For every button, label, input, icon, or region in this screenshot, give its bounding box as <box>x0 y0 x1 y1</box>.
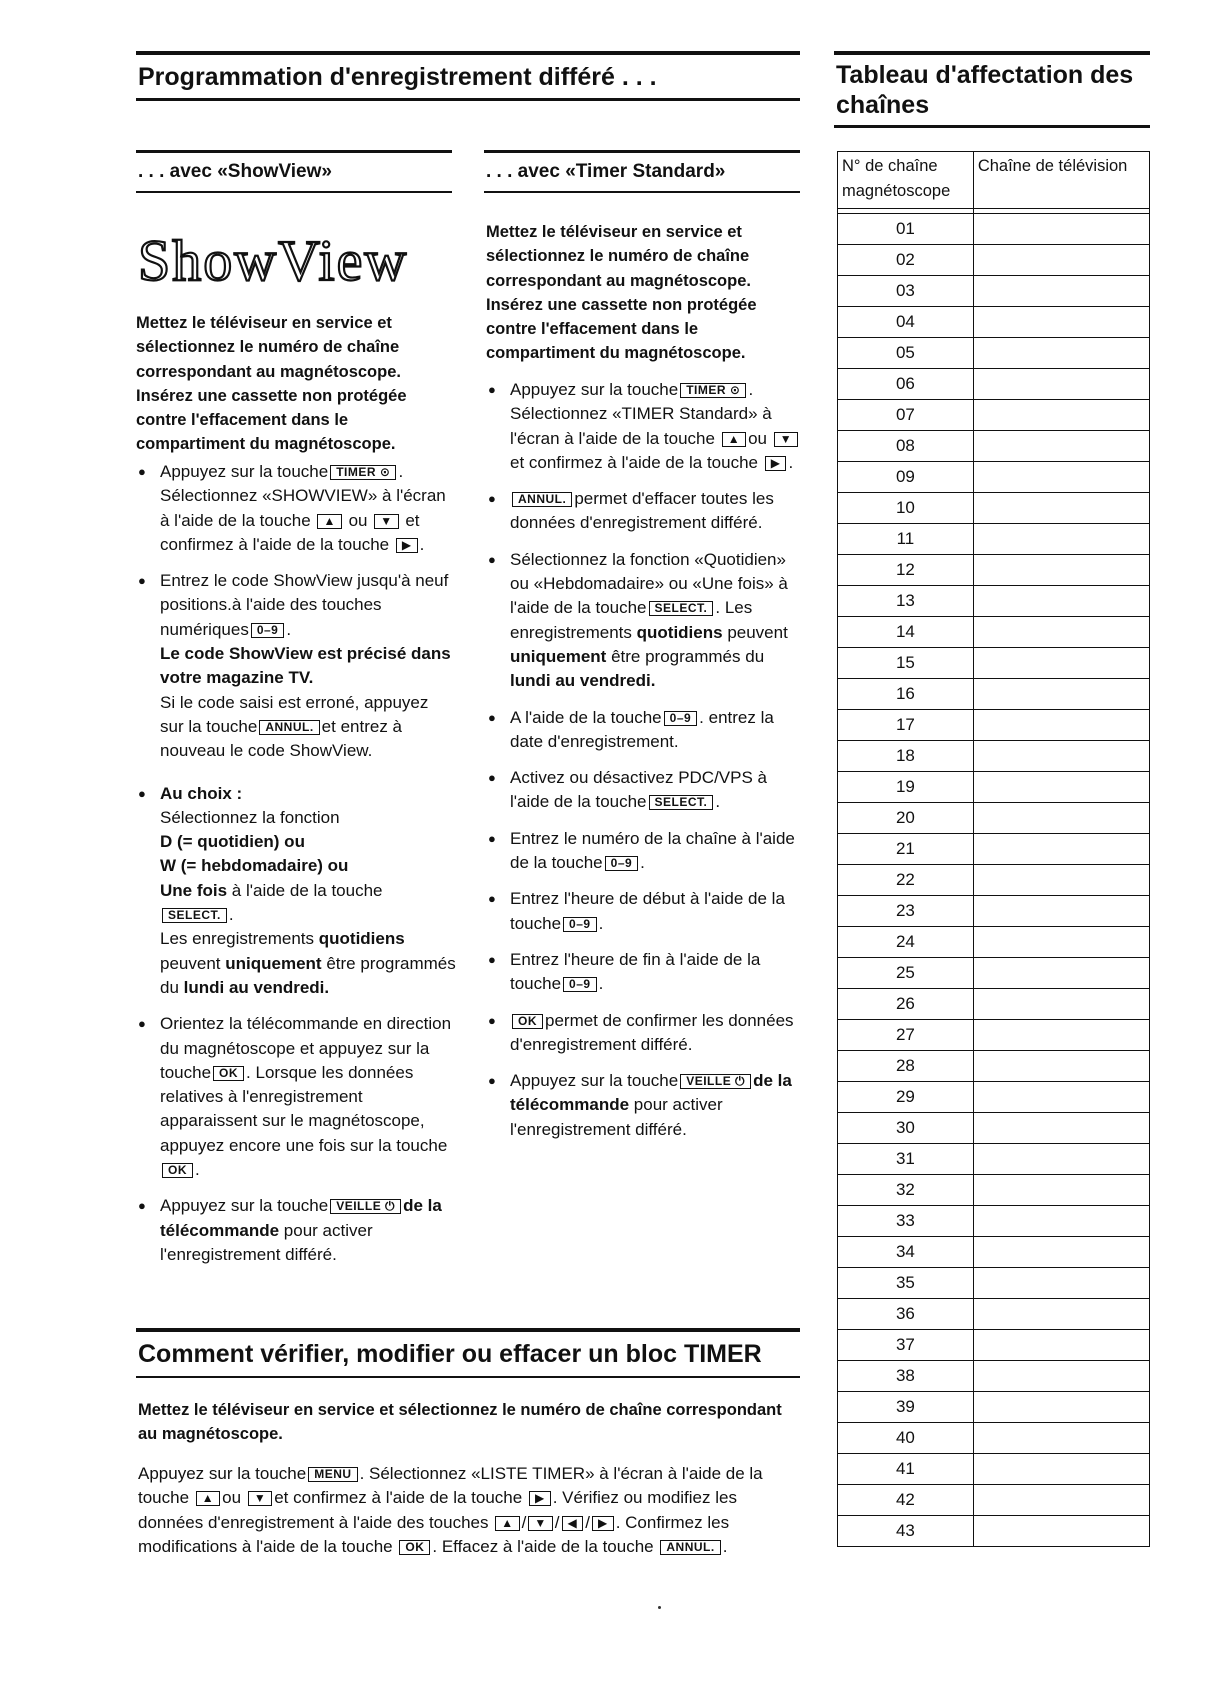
vcr-channel-number: 35 <box>838 1268 974 1299</box>
tv-channel-cell[interactable] <box>973 400 1149 431</box>
table-row <box>838 462 1150 493</box>
vcr-channel-number: 07 <box>838 400 974 431</box>
digits-key: 0–9 <box>605 856 639 871</box>
vcr-channel-number: 39 <box>838 1392 974 1423</box>
veille-key: VEILLE ⏻ <box>680 1074 751 1089</box>
table-row <box>838 1423 1150 1454</box>
table-row <box>838 1516 1150 1547</box>
vcr-channel-number: 12 <box>838 555 974 586</box>
tv-channel-cell[interactable] <box>973 1392 1149 1423</box>
vcr-channel-number: 19 <box>838 772 974 803</box>
vcr-channel-number: 25 <box>838 958 974 989</box>
digits-key: 0–9 <box>251 623 285 638</box>
right-arrow-key: ▶ <box>396 538 418 553</box>
timer-step-8: ● Entrez l'heure de fin à l'aide de la touche 0–9 . <box>488 948 804 997</box>
timer-key: TIMER ⊙ <box>680 383 746 398</box>
timer-step-6: ● Entrez le numéro de la chaîne à l'aide de la touche 0–9 . <box>488 827 804 876</box>
vcr-channel-number: 02 <box>838 245 974 276</box>
ok-key: OK <box>399 1540 430 1555</box>
timer-step-7: ● Entrez l'heure de début à l'aide de la touche 0–9 . <box>488 887 804 936</box>
table-row <box>838 524 1150 555</box>
vcr-channel-number: 24 <box>838 927 974 958</box>
vcr-channel-number: 14 <box>838 617 974 648</box>
vcr-channel-number: 41 <box>838 1454 974 1485</box>
showview-step-1: ● Appuyez sur la touche TIMER ⊙ . Sélectionnez «SHOWVIEW» à l'écran à l'aide de la touche ▲ ou ▼ et confirmez à l'aide de la touche ▶ . <box>138 460 456 557</box>
vcr-channel-number: 01 <box>838 214 974 245</box>
timer-heading-bottom-rule <box>484 191 800 193</box>
channel-table-header <box>838 152 1150 209</box>
speck <box>658 1606 661 1609</box>
ok-key: OK <box>213 1066 244 1081</box>
tv-channel-cell[interactable] <box>973 1020 1149 1051</box>
side-title: Tableau d'affectation des chaînes <box>836 61 1134 119</box>
showview-heading-bottom-rule <box>136 191 452 193</box>
tv-channel-cell[interactable] <box>973 586 1149 617</box>
digits-key: 0–9 <box>563 977 597 992</box>
table-row <box>838 431 1150 462</box>
check-title-bottom-rule <box>136 1376 800 1378</box>
showview-step-2: ● Entrez le code ShowView jusqu'à neuf positions.à l'aide des touches numériques 0–9 . Le code ShowView est précisé dans votre magazine TV. Si le code saisi est erroné, appuyez sur la touche ANNUL. et entrez à nouveau le code ShowView. <box>138 569 456 763</box>
tv-channel-cell[interactable] <box>973 1175 1149 1206</box>
vcr-channel-number: 04 <box>838 307 974 338</box>
tv-channel-cell[interactable] <box>973 927 1149 958</box>
up-arrow-key: ▲ <box>495 1516 519 1531</box>
vcr-channel-number: 22 <box>838 865 974 896</box>
tv-channel-cell[interactable] <box>973 1237 1149 1268</box>
vcr-channel-number: 32 <box>838 1175 974 1206</box>
table-row <box>838 896 1150 927</box>
vcr-channel-number: 09 <box>838 462 974 493</box>
vcr-channel-number: 21 <box>838 834 974 865</box>
vcr-channel-number: 03 <box>838 276 974 307</box>
table-row <box>838 493 1150 524</box>
vcr-channel-number: 28 <box>838 1051 974 1082</box>
table-row <box>838 276 1150 307</box>
table-row <box>838 555 1150 586</box>
vcr-channel-number: 26 <box>838 989 974 1020</box>
tv-channel-cell[interactable] <box>973 834 1149 865</box>
tv-channel-cell[interactable] <box>973 338 1149 369</box>
ok-key: OK <box>162 1163 193 1178</box>
showview-step-3: ● Au choix : Sélectionnez la fonction D (= quotidien) ou W (= hebdomadaire) ou Une fois à l'aide de la touche SELECT. . Les enregistrements quotidiens peuvent uniquement être programmés du lundi au vendredi. <box>138 782 456 1001</box>
table-row <box>838 648 1150 679</box>
vcr-channel-number: 38 <box>838 1361 974 1392</box>
table-row <box>838 1144 1150 1175</box>
channel-table <box>837 151 1150 1547</box>
tv-channel-cell[interactable] <box>973 989 1149 1020</box>
up-arrow-key: ▲ <box>317 514 341 529</box>
timer-step-10: ● Appuyez sur la touche VEILLE ⏻ de la télécommande pour activer l'enregistrement différé. <box>488 1069 804 1142</box>
down-arrow-key: ▼ <box>374 514 398 529</box>
vcr-channel-number: 11 <box>838 524 974 555</box>
vcr-channel-number: 34 <box>838 1237 974 1268</box>
up-arrow-key: ▲ <box>722 432 746 447</box>
vcr-channel-number: 36 <box>838 1299 974 1330</box>
showview-step-5: ● Appuyez sur la touche VEILLE ⏻ de la télécommande pour activer l'enregistrement différé. <box>138 1194 456 1267</box>
vcr-channel-number: 13 <box>838 586 974 617</box>
vcr-channel-number: 40 <box>838 1423 974 1454</box>
vcr-channel-number: 16 <box>838 679 974 710</box>
down-arrow-key: ▼ <box>774 432 798 447</box>
annul-key: ANNUL. <box>512 492 572 507</box>
tv-channel-cell[interactable] <box>973 462 1149 493</box>
table-row <box>838 586 1150 617</box>
table-row <box>838 989 1150 1020</box>
table-row <box>838 1485 1150 1516</box>
ok-key: OK <box>512 1014 543 1029</box>
table-row <box>838 865 1150 896</box>
tv-channel-cell[interactable] <box>973 741 1149 772</box>
table-row <box>838 245 1150 276</box>
vcr-channel-number: 08 <box>838 431 974 462</box>
down-arrow-key: ▼ <box>248 1491 272 1506</box>
timer-key: TIMER ⊙ <box>330 465 396 480</box>
digits-key: 0–9 <box>664 711 698 726</box>
vcr-channel-number: 42 <box>838 1485 974 1516</box>
timer-step-9: ● OK permet de confirmer les données d'enregistrement différé. <box>488 1009 804 1058</box>
side-title-bottom-rule <box>834 125 1150 128</box>
vcr-channel-number: 30 <box>838 1113 974 1144</box>
tv-channel-cell[interactable] <box>973 772 1149 803</box>
tv-channel-cell[interactable] <box>973 493 1149 524</box>
table-row <box>838 741 1150 772</box>
table-row <box>838 1330 1150 1361</box>
vcr-channel-number: 18 <box>838 741 974 772</box>
vcr-channel-number: 33 <box>838 1206 974 1237</box>
col-tv-channel: Chaîne de télévision <box>973 152 1149 209</box>
showview-step-4: ● Orientez la télécommande en direction du magnétoscope et appuyez sur la touche OK . Lorsque les données relatives à l'enregistrement apparaissent sur le magnétoscope, appuyez encore une fois sur la toucheOK . <box>138 1012 456 1182</box>
tv-channel-cell[interactable] <box>973 555 1149 586</box>
table-row <box>838 307 1150 338</box>
timer-step-3: ● Sélectionnez la fonction «Quotidien» ou «Hebdomadaire» ou «Une fois» à l'aide de la touche SELECT. . Les enregistrements quotidiens peuvent uniquement être programmés du lundi au vendredi. <box>488 548 804 694</box>
tv-channel-cell[interactable] <box>973 369 1149 400</box>
tv-channel-cell[interactable] <box>973 679 1149 710</box>
tv-channel-cell[interactable] <box>973 710 1149 741</box>
showview-heading: . . . avec «ShowView» <box>138 161 332 182</box>
vcr-channel-number: 29 <box>838 1082 974 1113</box>
vcr-channel-number: 27 <box>838 1020 974 1051</box>
col-vcr-channel: N° de chaîne magnétoscope <box>838 152 974 209</box>
table-row <box>838 803 1150 834</box>
tv-channel-cell[interactable] <box>973 648 1149 679</box>
vcr-channel-number: 31 <box>838 1144 974 1175</box>
table-row <box>838 1299 1150 1330</box>
tv-channel-cell[interactable] <box>973 276 1149 307</box>
select-key: SELECT. <box>649 601 714 616</box>
vcr-channel-number: 43 <box>838 1516 974 1547</box>
vcr-channel-number: 06 <box>838 369 974 400</box>
tv-channel-cell[interactable] <box>973 1361 1149 1392</box>
table-row <box>838 1175 1150 1206</box>
table-row <box>838 772 1150 803</box>
tv-channel-cell[interactable] <box>973 1206 1149 1237</box>
check-intro: Mettez le téléviseur en service et sélectionnez le numéro de chaîne correspondant au magnétoscope. <box>138 1401 782 1444</box>
main-title-bottom-rule <box>136 98 800 101</box>
table-row <box>838 1268 1150 1299</box>
annul-key: ANNUL. <box>259 720 319 735</box>
right-arrow-key: ▶ <box>592 1516 614 1531</box>
table-row <box>838 400 1150 431</box>
vcr-channel-number: 17 <box>838 710 974 741</box>
vcr-channel-number: 23 <box>838 896 974 927</box>
table-row <box>838 338 1150 369</box>
showview-logo-text: ShowView <box>138 228 409 290</box>
tv-channel-cell[interactable] <box>973 1268 1149 1299</box>
timer-step-2: ● ANNUL. permet d'effacer toutes les données d'enregistrement différé. <box>488 487 804 536</box>
timer-steps <box>488 378 804 1154</box>
timer-step-1: ● Appuyez sur la touche TIMER ⊙ . Sélectionnez «TIMER Standard» à l'écran à l'aide de la touche ▲ ou ▼et confirmez à l'aide de la touche ▶ . <box>488 378 804 475</box>
tv-channel-cell[interactable] <box>973 896 1149 927</box>
timer-intro: Mettez le téléviseur en service et sélectionnez le numéro de chaîne correspondant au magnétoscope. Insérez une cassette non protégée contre l'effacement dans le compartiment du magnétoscope. <box>486 223 757 363</box>
tv-channel-cell[interactable] <box>973 307 1149 338</box>
table-row <box>838 958 1150 989</box>
timer-heading: . . . avec «Timer Standard» <box>486 161 726 182</box>
up-arrow-key: ▲ <box>196 1491 220 1506</box>
tv-channel-cell[interactable] <box>973 617 1149 648</box>
check-paragraph: Appuyez sur la touche MENU . Sélectionnez «LISTE TIMER» à l'écran à l'aide de la touche ▲ ou ▼ et confirmez à l'aide de la touche ▶ . Vérifiez ou modifiez les données d'enregistrement à l'aide des touches ▲ / ▼ / ◀ / ▶ . Confirmez les modifications à l'aide de la touche OK . Effacez à l'aide de la touche ANNUL. . <box>138 1464 763 1556</box>
timer-step-5: ● Activez ou désactivez PDC/VPS à l'aide de la touche SELECT. . <box>488 766 804 815</box>
tv-channel-cell[interactable] <box>973 1485 1149 1516</box>
tv-channel-cell[interactable] <box>973 1423 1149 1454</box>
table-row <box>838 214 1150 245</box>
table-row <box>838 1454 1150 1485</box>
digits-key: 0–9 <box>563 917 597 932</box>
tv-channel-cell[interactable] <box>973 1330 1149 1361</box>
table-row <box>838 1082 1150 1113</box>
main-title: Programmation d'enregistrement différé . . . <box>138 63 657 91</box>
tv-channel-cell[interactable] <box>973 1051 1149 1082</box>
tv-channel-cell[interactable] <box>973 1454 1149 1485</box>
tv-channel-cell[interactable] <box>973 1144 1149 1175</box>
vcr-channel-number: 37 <box>838 1330 974 1361</box>
table-row <box>838 710 1150 741</box>
timer-step-4: ● A l'aide de la touche 0–9 . entrez la date d'enregistrement. <box>488 706 804 755</box>
tv-channel-cell[interactable] <box>973 865 1149 896</box>
left-arrow-key: ◀ <box>562 1516 584 1531</box>
tv-channel-cell[interactable] <box>973 1516 1149 1547</box>
tv-channel-cell[interactable] <box>973 214 1149 245</box>
vcr-channel-number: 20 <box>838 803 974 834</box>
tv-channel-cell[interactable] <box>973 958 1149 989</box>
table-row <box>838 679 1150 710</box>
tv-channel-cell[interactable] <box>973 245 1149 276</box>
check-title: Comment vérifier, modifier ou effacer un bloc TIMER <box>138 1340 762 1368</box>
table-row <box>838 1392 1150 1423</box>
tv-channel-cell[interactable] <box>973 1299 1149 1330</box>
vcr-channel-number: 10 <box>838 493 974 524</box>
showview-heading-top-rule <box>136 150 452 153</box>
showview-logo <box>136 224 436 290</box>
table-row <box>838 1020 1150 1051</box>
table-row <box>838 1113 1150 1144</box>
right-arrow-key: ▶ <box>765 456 787 471</box>
tv-channel-cell[interactable] <box>973 803 1149 834</box>
side-title-top-rule <box>834 51 1150 55</box>
timer-heading-top-rule <box>484 150 800 153</box>
table-row <box>838 927 1150 958</box>
select-key: SELECT. <box>649 795 714 810</box>
check-title-top-rule <box>136 1328 800 1332</box>
vcr-channel-number: 15 <box>838 648 974 679</box>
table-row <box>838 1361 1150 1392</box>
table-row <box>838 369 1150 400</box>
tv-channel-cell[interactable] <box>973 524 1149 555</box>
main-title-top-rule <box>136 51 800 55</box>
table-row <box>838 1051 1150 1082</box>
tv-channel-cell[interactable] <box>973 1082 1149 1113</box>
showview-steps <box>138 460 456 1279</box>
tv-channel-cell[interactable] <box>973 1113 1149 1144</box>
table-row <box>838 1237 1150 1268</box>
annul-key: ANNUL. <box>660 1540 720 1555</box>
table-row <box>838 617 1150 648</box>
table-row <box>838 834 1150 865</box>
table-row <box>838 1206 1150 1237</box>
tv-channel-cell[interactable] <box>973 431 1149 462</box>
down-arrow-key: ▼ <box>528 1516 552 1531</box>
showview-intro: Mettez le téléviseur en service et sélectionnez le numéro de chaîne correspondant au magnétoscope. Insérez une cassette non protégée contre l'effacement dans le compartiment du magnétoscope. <box>136 314 407 454</box>
menu-key: MENU <box>308 1467 357 1482</box>
right-arrow-key: ▶ <box>529 1491 551 1506</box>
veille-key: VEILLE ⏻ <box>330 1199 401 1214</box>
select-key: SELECT. <box>162 908 227 923</box>
vcr-channel-number: 05 <box>838 338 974 369</box>
